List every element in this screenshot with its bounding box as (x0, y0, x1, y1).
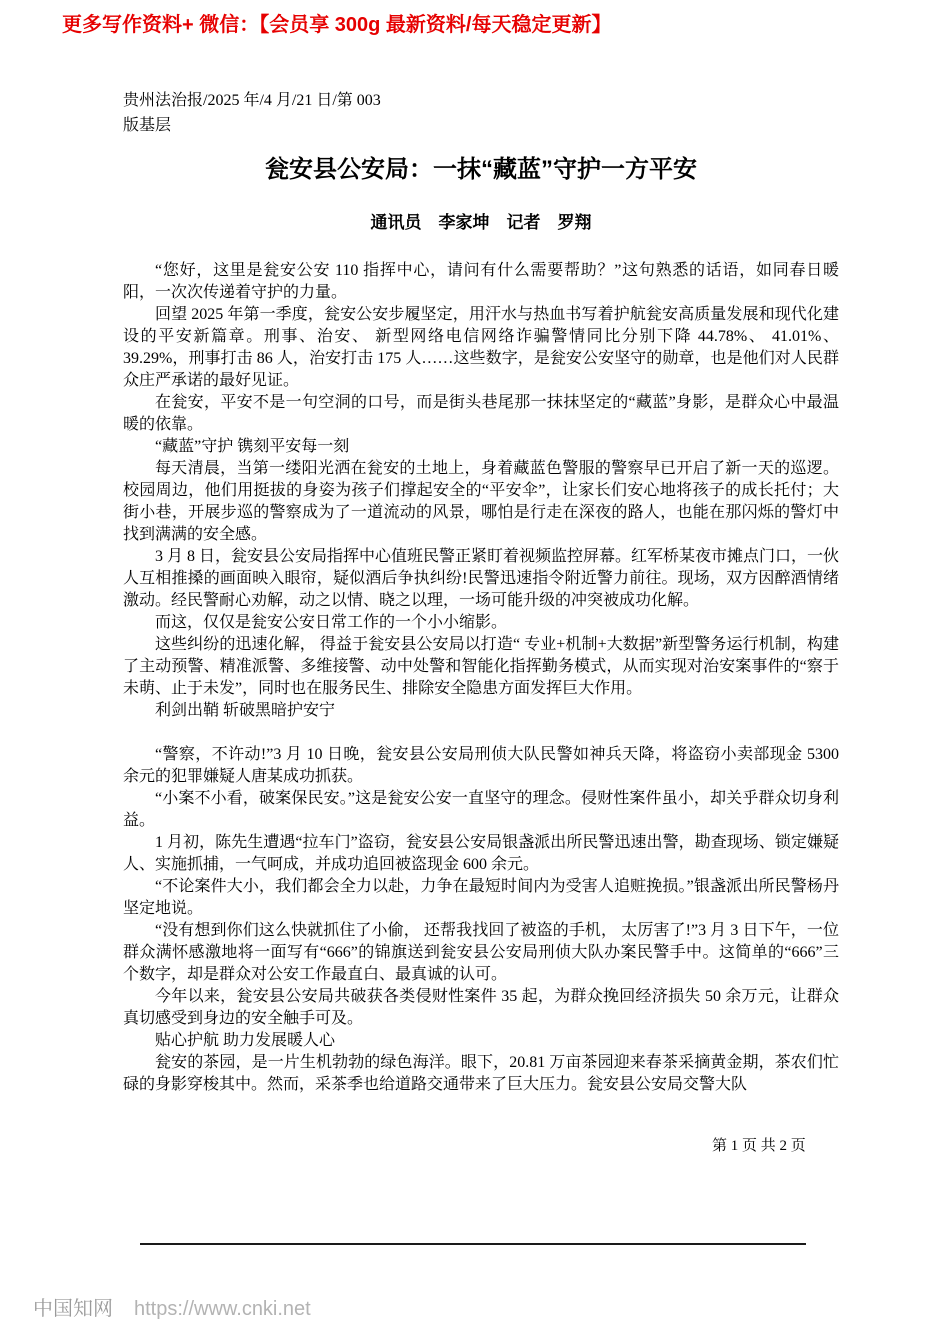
article-paragraph: 3 月 8 日，瓮安县公安局指挥中心值班民警正紧盯着视频监控屏幕。红军桥某夜市摊点门口，一伙人互相推搡的画面映入眼帘，疑似酒后争执纠纷!民警迅速指令附近警力前往。现场，双方因醉酒情绪激动。经民警耐心劝解，动之以情、晓之以理，一场可能升级的冲突被成功化解。 (123, 548, 840, 609)
blank-line (123, 722, 839, 744)
publication-source-line2: 版基层 (123, 117, 172, 134)
section-heading: 利剑出鞘 斩破黑暗护安宁 (155, 702, 336, 719)
cnki-watermark (33, 1292, 311, 1321)
article-content (123, 88, 839, 1096)
article-paragraph: “警察，不许动!”3 月 10 日晚，瓮安县公安局刑侦大队民警如神兵天降，将盗窃小卖部现金 5300 余元的犯罪嫌疑人唐某成功抓获。 (123, 746, 839, 785)
publication-source (123, 88, 839, 138)
article-paragraph: 而这，仅仅是瓮安公安日常工作的一个小小缩影。 (155, 614, 508, 631)
footer-divider (140, 1243, 806, 1245)
cnki-site-url: https://www.cnki.net (134, 1298, 311, 1320)
page-indicator: 第 1 页 共 2 页 (712, 1138, 806, 1154)
section-heading: “藏蓝”守护 镌刻平安每一刻 (155, 438, 350, 455)
article-paragraph: 每天清晨，当第一缕阳光洒在瓮安的土地上，身着藏蓝色警服的警察早已开启了新一天的巡逻。校园周边，他们用挺拔的身姿为孩子们撑起安全的“平安伞”，让家长们安心地将孩子的成长托付；大街小巷，开展步巡的警察成为了一道流动的风景，哪怕是行走在深夜的路人，也能在那闪烁的警灯中找到满满的安全感。 (123, 460, 839, 543)
publication-source-line1: 贵州法治报/2025 年/4 月/21 日/第 003 (123, 92, 381, 109)
article-title: 瓮安县公安局：一抹“藏蓝”守护一方平安 (265, 156, 697, 183)
article-paragraph: “您好，这里是瓮安公安 110 指挥中心，请问有什么需要帮助？”这句熟悉的话语，如同春日暖阳，一次次传递着守护的力量。 (123, 262, 839, 301)
article-paragraph: 1 月初，陈先生遭遇“拉车门”盗窃，瓮安县公安局银盏派出所民警迅速出警，勘查现场、锁定嫌疑人、实施抓捕，一气呵成，并成功追回被盗现金 600 余元。 (123, 834, 839, 873)
article-paragraph: “不论案件大小，我们都会全力以赴，力争在最短时间内为受害人追赃挽损。”银盏派出所民警杨丹坚定地说。 (123, 878, 839, 917)
section-heading: 贴心护航 助力发展暖人心 (155, 1032, 336, 1049)
article-paragraph: “小案不小看，破案保民安。”这是瓮安公安一直坚守的理念。侵财性案件虽小，却关乎群众切身利益。 (123, 790, 839, 829)
article-paragraph: 在瓮安，平安不是一句空洞的口号，而是街头巷尾那一抹抹坚定的“藏蓝”身影，是群众心中最温暖的依靠。 (123, 394, 839, 433)
cnki-site-name: 中国知网 (33, 1298, 113, 1320)
article-paragraph: 今年以来，瓮安县公安局共破获各类侵财性案件 35 起，为群众挽回经济损失 50 余万元，让群众真切感受到身边的安全触手可及。 (123, 988, 839, 1027)
article-paragraph: “没有想到你们这么快就抓住了小偷， 还帮我找回了被盗的手机， 太厉害了!”3 月 3 日下午，一位群众满怀感激地将一面写有“666”的锦旗送到瓮安县公安局刑侦大队办案民警手中。这简单的“666”三个数字，却是群众对公安工作最直白、最真诚的认可。 (123, 922, 839, 983)
promo-banner: 更多写作资料+ 微信：【会员享 300g 最新资料/每天稳定更新】 (62, 14, 612, 36)
article-body (123, 260, 839, 1096)
article-byline: 通讯员 李家坤 记者 罗翔 (370, 213, 592, 232)
article-paragraph: 回望 2025 年第一季度，瓮安公安步履坚定，用汗水与热血书写着护航瓮安高质量发展和现代化建设的平安新篇章。刑事、治安、 新型网络电信网络诈骗警情同比分别下降 44.78%、 41.01%、39.29%，刑事打击 86 人，治安打击 175 人……这些数字，是瓮安公安坚守的勋章，也是他们对人民群众庄严承诺的最好见证。 (123, 306, 839, 389)
article-paragraph: 瓮安的茶园，是一片生机勃勃的绿色海洋。眼下，20.81 万亩茶园迎来春茶采摘黄金期，茶农们忙碌的身影穿梭其中。然而，采茶季也给道路交通带来了巨大压力。瓮安县公安局交警大队 (123, 1054, 839, 1093)
article-paragraph: 这些纠纷的迅速化解， 得益于瓮安县公安局以打造“ 专业+机制+大数据”新型警务运行机制，构建了主动预警、精准派警、多维接警、动中处警和智能化指挥勤务模式，从而实现对治安案事件的“察于未萌、止于未发”，同时也在服务民生、排除安全隐患方面发挥巨大作用。 (123, 636, 839, 697)
